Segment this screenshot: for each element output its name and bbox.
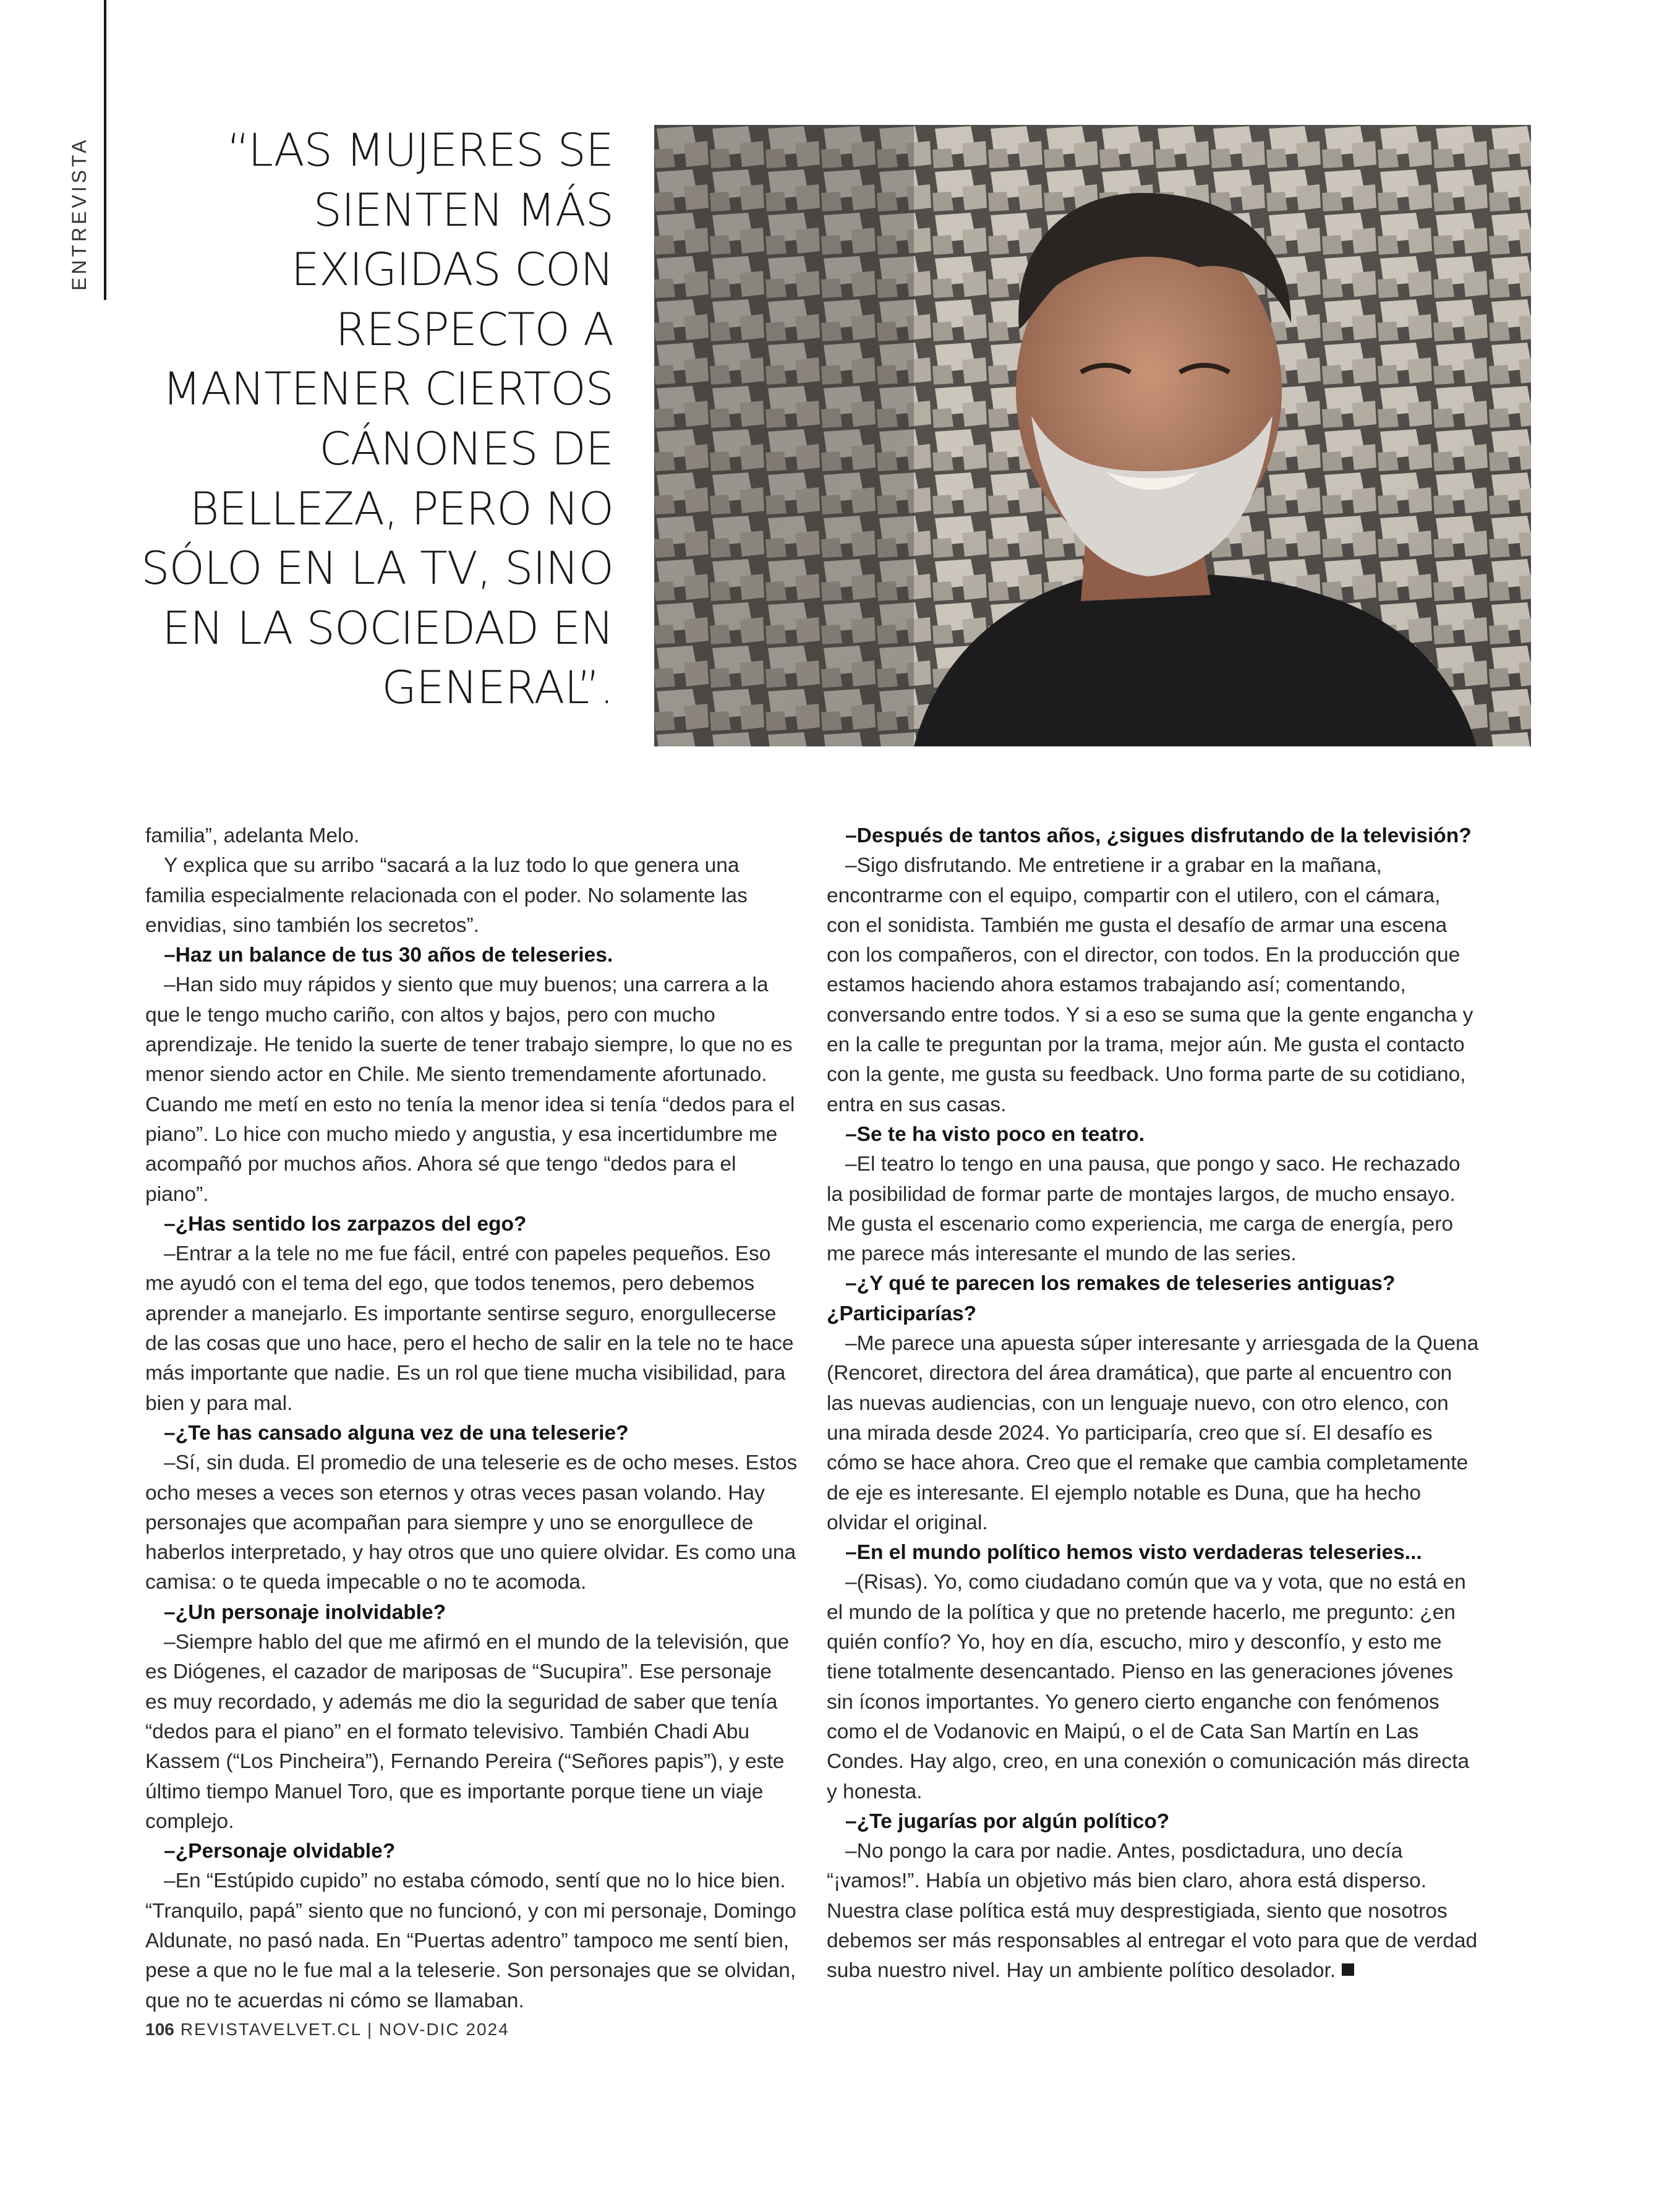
paragraph-text: –¿Has sentido los zarpazos del ego? bbox=[164, 1212, 527, 1236]
paragraph-text: –Han sido muy rápidos y siento que muy buenos; una carrera a la que le tengo mucho cariño, con altos y bajos, pero con mucho aprendizaje. He tenido la suerte de tener trabajo siempre, lo que no es menor siendo actor en Chile. Me siento tremendamente afortunado. Cuando me metí en esto no tenía la menor idea si tenía “dedos para el piano”. Lo hice con mucho miedo y angustia, y esa incertidumbre me acompañó por muchos años. Ahora sé que tengo “dedos para el piano”. bbox=[145, 973, 795, 1206]
interview-question bbox=[145, 941, 798, 970]
body-paragraph bbox=[145, 1239, 798, 1419]
side-rule bbox=[104, 0, 106, 300]
body-paragraph bbox=[827, 851, 1479, 1120]
paragraph-text: Y explica que su arribo “sacará a la luz todo lo que genera una familia especialmente relacionada con el poder. No solamente las envidias, sino también los secretos”. bbox=[145, 854, 748, 937]
interview-question bbox=[145, 1419, 798, 1448]
pull-quote: “LAS MUJERES SE SIENTEN MÁS EXIGIDAS CON RESPECTO A MANTENER CIERTOS CÁNONES DE BELLEZA, PERO NO SÓLO EN LA TV, SINO EN LA SOCIEDAD EN GENERAL”. bbox=[141, 124, 613, 715]
left-column bbox=[145, 821, 798, 2016]
paragraph-text: –¿Y qué te parecen los remakes de teleseries antiguas? ¿Participarías? bbox=[827, 1272, 1396, 1325]
interview-question bbox=[145, 1598, 798, 1628]
paragraph-text: –Después de tantos años, ¿sigues disfrutando de la televisión? bbox=[845, 824, 1472, 847]
interview-question bbox=[827, 1269, 1479, 1329]
paragraph-text: –¿Te has cansado alguna vez de una teleserie? bbox=[164, 1421, 629, 1445]
paragraph-text: –Haz un balance de tus 30 años de teleseries. bbox=[164, 944, 613, 967]
body-paragraph bbox=[827, 1568, 1479, 1806]
paragraph-text: –En “Estúpido cupido” no estaba cómodo, sentí que no lo hice bien. “Tranquilo, papá” siento que no funcionó, y con mi personaje, Domingo Aldunate, no pasó nada. En “Puertas adentro” tampoco me sentí bien, pese a que no le fue mal a la teleserie. Son personajes que se olvidan, que no te acuerdas ni cómo se llamaban. bbox=[145, 1869, 796, 2012]
paragraph-text: –Entrar a la tele no me fue fácil, entré con papeles pequeños. Eso me ayudó con el tema del ego, que todos tenemos, pero debemos aprender a manejarlo. Es importante sentirse seguro, enorgullecerse de las cosas que uno hace, pero el hecho de salir en la tele no te hace más importante que nadie. Es un rol que tiene mucha visibilidad, para bien y para mal. bbox=[145, 1242, 794, 1415]
portrait-illustration bbox=[654, 125, 1531, 746]
body-paragraph bbox=[145, 851, 798, 941]
section-label: ENTREVISTA bbox=[68, 137, 90, 291]
paragraph-text: –Sigo disfrutando. Me entretiene ir a grabar en la mañana, encontrarme con el equipo, compartir con el utilero, con el cámara, con el sonidista. También me gusta el desafío de armar una escena con los compañeros, con el director, con todos. En la producción que estamos haciendo ahora estamos trabajando así; comentando, conversando entre todos. Y si a eso se suma que la gente engancha y en la calle te preguntan por la trama, mejor aún. Me gusta el contacto con la gente, me gusta su feedback. Uno forma parte de su cotidiano, entra en sus casas. bbox=[827, 854, 1473, 1116]
paragraph-text: –Me parece una apuesta súper interesante y arriesgada de la Quena (Rencoret, directora del área dramática), que parte al encuentro con las nuevas audiencias, con un lenguaje nuevo, con otro elenco, con una mirada desde 2024. Yo participaría, creo que sí. El desafío es cómo se hace ahora. Creo que el remake que cambia completamente de eje es interesante. El ejemplo notable es Duna, que ha hecho olvidar el original. bbox=[827, 1332, 1479, 1534]
page-footer bbox=[145, 2020, 510, 2039]
paragraph-text: –(Risas). Yo, como ciudadano común que va y vota, que no está en el mundo de la política y que no pretende hacerlo, me pregunto: ¿en quién confío? Yo, hoy en día, escucho, miro y desconfío, y esto me tiene totalmente desencantado. Pienso en las generaciones jóvenes sin íconos importantes. Yo genero cierto enganche con fenómenos como el de Vodanovic en Maipú, o el de Cata San Martín en Las Condes. Hay algo, creo, en una conexión o comunicación más directa y honesta. bbox=[827, 1571, 1470, 1803]
paragraph-text: –¿Personaje olvidable? bbox=[164, 1840, 396, 1863]
paragraph-text: –¿Un personaje inolvidable? bbox=[164, 1600, 446, 1624]
interview-question bbox=[827, 821, 1479, 851]
interview-question bbox=[827, 1120, 1479, 1150]
body-paragraph bbox=[145, 1628, 798, 1837]
paragraph-text: –Sí, sin duda. El promedio de una teleserie es de ocho meses. Estos ocho meses a veces son eternos y otras veces pasan volando. Hay personajes que acompañan para siempre y uno se enorgullece de haberlos interpretado, y hay otros que uno quiere olvidar. Es como una camisa: o te queda impecable o no te acomoda. bbox=[145, 1451, 798, 1594]
interview-question bbox=[145, 1210, 798, 1239]
interview-question bbox=[827, 1807, 1479, 1837]
paragraph-text: –En el mundo político hemos visto verdaderas teleseries... bbox=[845, 1541, 1422, 1565]
body-paragraph bbox=[145, 970, 798, 1209]
paragraph-text: –¿Te jugarías por algún político? bbox=[845, 1809, 1170, 1833]
paragraph-text: –Se te ha visto poco en teatro. bbox=[845, 1122, 1145, 1146]
body-paragraph bbox=[145, 1448, 798, 1597]
body-paragraph bbox=[145, 821, 798, 851]
portrait-photo bbox=[654, 125, 1531, 746]
interview-question bbox=[827, 1538, 1479, 1568]
footer-publication: REVISTAVELVET.CL | NOV-DIC 2024 bbox=[180, 2020, 510, 2039]
interview-question bbox=[145, 1837, 798, 1866]
paragraph-text: –Siempre hablo del que me afirmó en el mundo de la televisión, que es Diógenes, el cazador de mariposas de “Sucupira”. Ese personaje es muy recordado, y además me dio la seguridad de saber que tenía “dedos para el piano” en el formato televisivo. También Chadi Abu Kassem (“Los Pincheira”), Fernando Pereira (“Señores papis”), y este último tiempo Manuel Toro, que es importante porque tiene un viaje complejo. bbox=[145, 1631, 790, 1833]
end-of-article-icon bbox=[1342, 1963, 1354, 1976]
page-number: 106 bbox=[145, 2020, 174, 2039]
paragraph-text: –El teatro lo tengo en una pausa, que pongo y saco. He rechazado la posibilidad de formar parte de montajes largos, de mucho ensayo. Me gusta el escenario como experiencia, me carga de energía, pero me parece más interesante el mundo de las series. bbox=[827, 1153, 1460, 1266]
body-paragraph bbox=[827, 1150, 1479, 1269]
body-paragraph bbox=[827, 1329, 1479, 1538]
body-paragraph bbox=[145, 1866, 798, 2015]
paragraph-text: familia”, adelanta Melo. bbox=[145, 824, 360, 847]
paragraph-text: –No pongo la cara por nadie. Antes, posdictadura, uno decía “¡vamos!”. Había un objetivo más bien claro, ahora está disperso. Nuestra clase política está muy desprestigiada, siento que nosotros debemos ser más responsables al entregar el voto para que de verdad suba nuestro nivel. Hay un ambiente político desolador. bbox=[827, 1840, 1478, 1983]
body-paragraph bbox=[827, 1837, 1479, 1986]
right-column bbox=[827, 821, 1479, 1986]
